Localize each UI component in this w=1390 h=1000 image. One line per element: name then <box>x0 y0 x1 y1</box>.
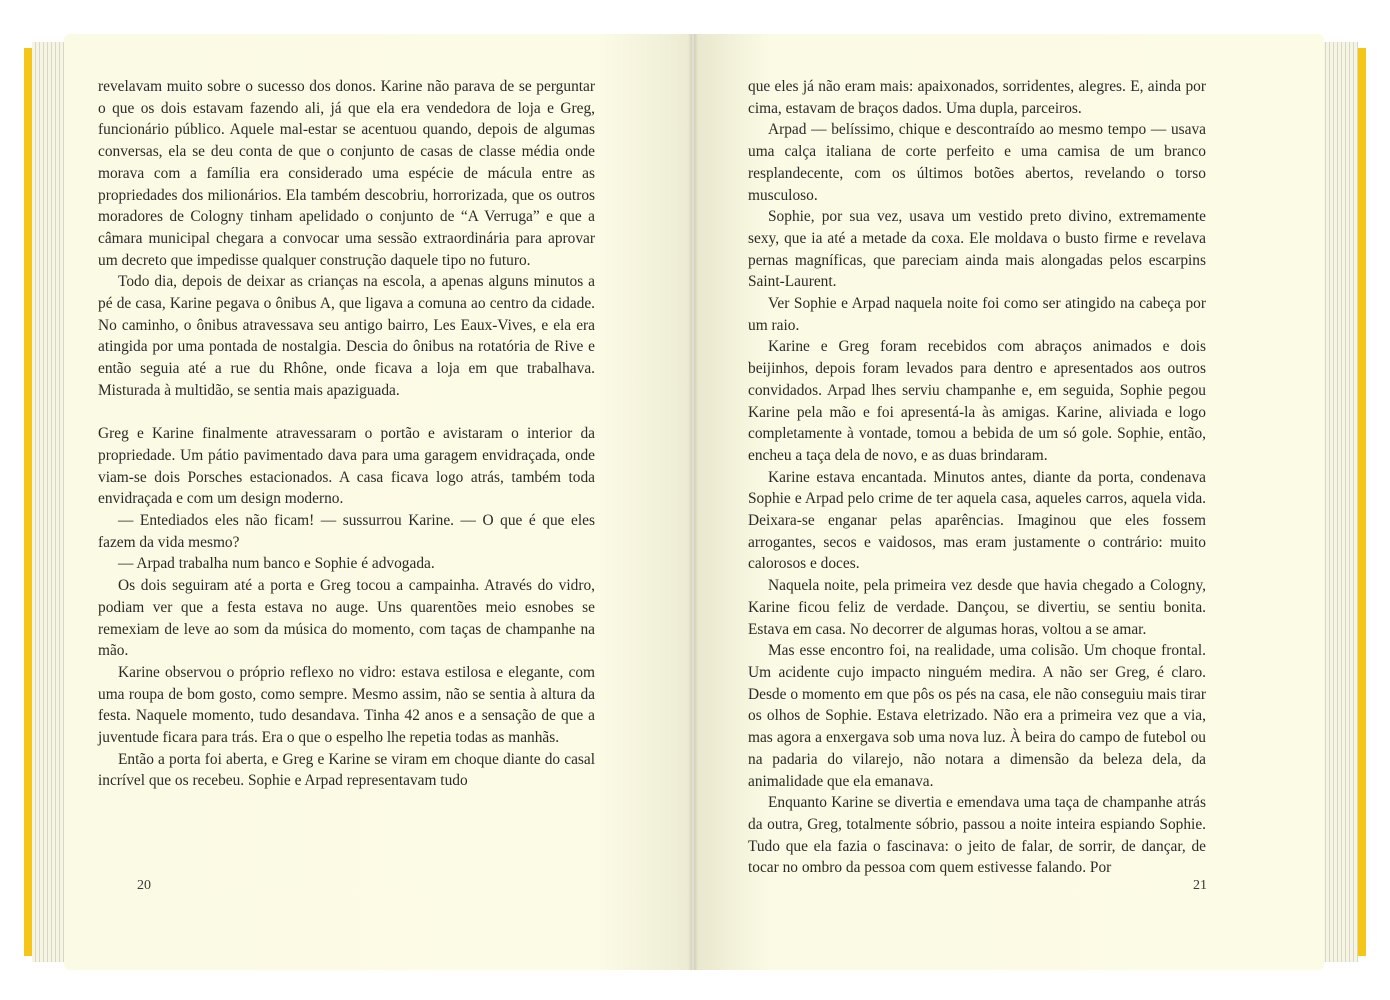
paragraph: Ver Sophie e Arpad naquela noite foi como ser atingido na cabeça por um raio. <box>748 295 1206 334</box>
paragraph: Sophie, por sua vez, usava um vestido preto divino, extremamente sexy, que ia até a metade da coxa. Ele moldava o busto firme e revelava pernas magníficas, que pareciam ainda mais alongadas pelos escarpins Saint-Laurent. <box>748 208 1206 291</box>
left-page-text <box>98 76 595 792</box>
paragraph: — Entediados eles não ficam! — sussurrou Karine. — O que é que eles fazem da vida mesmo? <box>98 512 595 551</box>
paragraph: Arpad — belíssimo, chique e descontraído ao mesmo tempo — usava uma calça italiana de corte perfeito e uma camisa de um branco resplandecente, com os últimos botões abertos, revelando o torso musculoso. <box>748 121 1206 204</box>
right-page-text <box>748 76 1206 879</box>
book-gutter <box>688 34 698 970</box>
paragraph: Karine estava encantada. Minutos antes, diante da porta, condenava Sophie e Arpad pelo crime de ter aquela casa, aqueles carros, aquela vida. Deixara-se enganar pelas aparências. Imaginou que eles fossem arrogantes, secos e vaidosos, mas eram justamente o contrário: muito calorosos e doces. <box>748 468 1206 573</box>
paragraph: Então a porta foi aberta, e Greg e Karine se viram em choque diante do casal incrível que os recebeu. Sophie e Arpad representavam tudo <box>98 750 595 790</box>
paragraph: — Arpad trabalha num banco e Sophie é advogada. <box>118 555 435 573</box>
paragraph: que eles já não eram mais: apaixonados, sorridentes, alegres. E, ainda por cima, estavam de braços dados. Uma dupla, parceiros. <box>748 78 1206 117</box>
page-number: 21 <box>1193 878 1207 893</box>
paragraph: revelavam muito sobre o sucesso dos donos. Karine não parava de se perguntar o que os dois estavam fazendo ali, já que ela era vendedora de loja e Greg, funcionário público. Aquele mal-estar se acentuou quando, depois de algumas conversas, ela se deu conta de que o conjunto de casas de classe média onde morava com a família era considerado uma espécie de mácula entre as propriedades dos milionários. Ela também descobriu, horrorizada, que os outros moradores de Cologny tinham apelidado o conjunto de “A Verruga” e que a câmara municipal chegara a convocar uma sessão extraordinária para aprovar um decreto que impedisse qualquer construção daquele tipo no futuro. <box>98 78 595 269</box>
paragraph: Os dois seguiram até a porta e Greg tocou a campainha. Através do vidro, podiam ver que a festa estava no auge. Uns quarentões meio esnobes se remexiam de leve ao som da música do momento, com taças de champanhe na mão. <box>98 577 595 660</box>
paragraph: Enquanto Karine se divertia e emendava uma taça de champanhe atrás da outra, Greg, totalmente sóbrio, passou a noite inteira espiando Sophie. Tudo que ela fazia o fascinava: o jeito de falar, de sorrir, de dançar, de tocar no ombro da pessoa com quem estivesse falando. Por <box>748 794 1206 877</box>
paragraph: Naquela noite, pela primeira vez desde que havia chegado a Cologny, Karine ficou feliz de verdade. Dançou, se divertiu, se sentiu bonita. Estava em casa. No decorrer de algumas horas, voltou a se amar. <box>748 577 1206 638</box>
paragraph: Mas esse encontro foi, na realidade, uma colisão. Um choque frontal. Um acidente cujo impacto ninguém medira. A não ser Greg, é claro. Desde o momento em que pôs os pés na casa, ele não conseguiu mais tirar os olhos de Sophie. Estava eletrizado. Não era a primeira vez que a via, mas agora a enxergava sob uma nova luz. À beira do campo de futebol ou na padaria do vilarejo, não notara a dimensão da beleza dela, da animalidade que ela emanava. <box>748 642 1206 790</box>
paragraph: Karine e Greg foram recebidos com abraços animados e dois beijinhos, depois foram levados para dentro e apresentados aos outros convidados. Arpad lhes serviu champanhe e, em seguida, Sophie pegou Karine pela mão e foi apresentá-la às amigas. Karine, aliviada e logo completamente à vontade, tomou a bebida de um só gole. Sophie, então, encheu a taça dela de novo, e as duas brindaram. <box>748 338 1206 464</box>
paragraph: Todo dia, depois de deixar as crianças na escola, a apenas alguns minutos a pé de casa, Karine pegava o ônibus A, que ligava a comuna ao centro da cidade. No caminho, o ônibus atravessava seu antigo bairro, Les Eaux-Vives, e ela era atingida por uma pontada de nostalgia. Descia do ônibus na rotatória de Rive e então seguia até a rue du Rhône, onde ficava a loja em que trabalhava. Misturada à multidão, se sentia mais apaziguada. <box>98 273 595 399</box>
paragraph: Karine observou o próprio reflexo no vidro: estava estilosa e elegante, com uma roupa de bom gosto, como sempre. Mesmo assim, não se sentia à altura da festa. Naquele momento, tudo desandava. Tinha 42 anos e a sensação de que a juventude ficara para trás. Era o que o espelho lhe repetia todas as manhãs. <box>98 663 595 747</box>
paragraph: Greg e Karine finalmente atravessaram o portão e avistaram o interior da propriedade. Um pátio pavimentado dava para uma garagem envidraçada, onde viam-se dois Porsches estacionados. A casa ficava logo atrás, também toda envidraçada e com um design moderno. <box>98 425 595 508</box>
page-number: 20 <box>137 878 151 893</box>
page-stack-right <box>1318 42 1358 962</box>
